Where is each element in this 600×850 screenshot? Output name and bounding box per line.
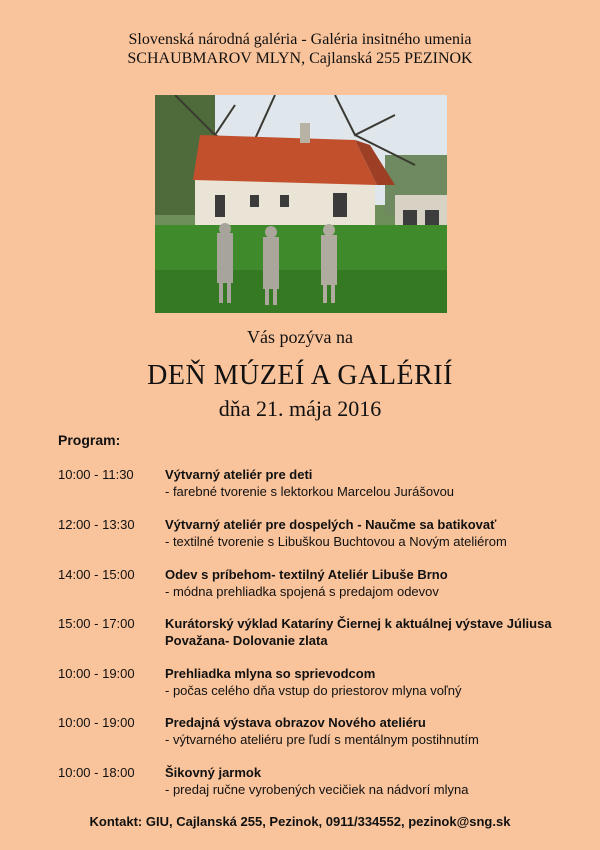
program-title: Prehliadka mlyna so sprievodcom (165, 666, 376, 681)
program-title: Výtvarný ateliér pre dospelých - Naučme sa batikovať (165, 517, 497, 532)
mill-photo (155, 95, 447, 313)
program-description (165, 516, 560, 551)
program-subtitle: - výtvarného ateliéru pre ľudí s mentálnym postihnutím (165, 732, 479, 747)
program-subtitle: - módna prehliadka spojená s predajom odevov (165, 584, 439, 599)
venue-address: SCHAUBMAROV MLYN, Cajlanská 255 PEZINOK (127, 50, 473, 67)
program-time: 10:00 - 19:00 (58, 666, 135, 681)
program-subtitle: - počas celého dňa vstup do priestorov mlyna voľný (165, 683, 462, 698)
mill-photo-illustration (155, 95, 447, 313)
event-date: dňa 21. mája 2016 (218, 396, 382, 421)
program-description (165, 615, 560, 649)
invitation-text: Vás pozýva na (247, 327, 353, 347)
program-description (165, 566, 560, 601)
poster-header (0, 30, 600, 69)
program-title: Predajná výstava obrazov Nového ateliéru (165, 715, 426, 730)
program-time: 10:00 - 11:30 (58, 467, 134, 482)
program-subtitle: - farebné tvorenie s lektorkou Marcelou Jurášovou (165, 484, 455, 499)
event-title: DEŇ MÚZEÍ A GALÉRIÍ (147, 360, 453, 391)
program-time: 10:00 - 19:00 (58, 715, 135, 730)
program-time: 10:00 - 18:00 (58, 765, 135, 780)
program-time: 14:00 - 15:00 (58, 567, 135, 582)
program-title: Kurátorský výklad Kataríny Čiernej k aktuálnej výstave Júliusa Považana- Dolovanie zlata (165, 616, 552, 648)
program-time: 15:00 - 17:00 (58, 616, 135, 631)
program-description (165, 764, 560, 799)
program-subtitle: - textilné tvorenie s Libuškou Buchtovou a Novým ateliérom (165, 534, 507, 549)
program-title: Odev s príbehom- textilný Ateliér Libuše Brno (165, 567, 448, 582)
program-subtitle: - predaj ručne vyrobených vecičiek na nádvorí mlyna (165, 782, 469, 797)
program-description (165, 714, 560, 749)
program-title: Výtvarný ateliér pre deti (165, 467, 313, 482)
gallery-name: Slovenská národná galéria - Galéria insitného umenia (128, 31, 472, 48)
program-description (165, 466, 560, 501)
program-title: Šikovný jarmok (165, 765, 262, 780)
contact-line: Kontakt: GIU, Cajlanská 255, Pezinok, 0911/334552, pezinok@sng.sk (89, 814, 511, 829)
program-time: 12:00 - 13:30 (58, 517, 135, 532)
program-description (165, 665, 560, 700)
program-heading: Program: (58, 432, 121, 448)
